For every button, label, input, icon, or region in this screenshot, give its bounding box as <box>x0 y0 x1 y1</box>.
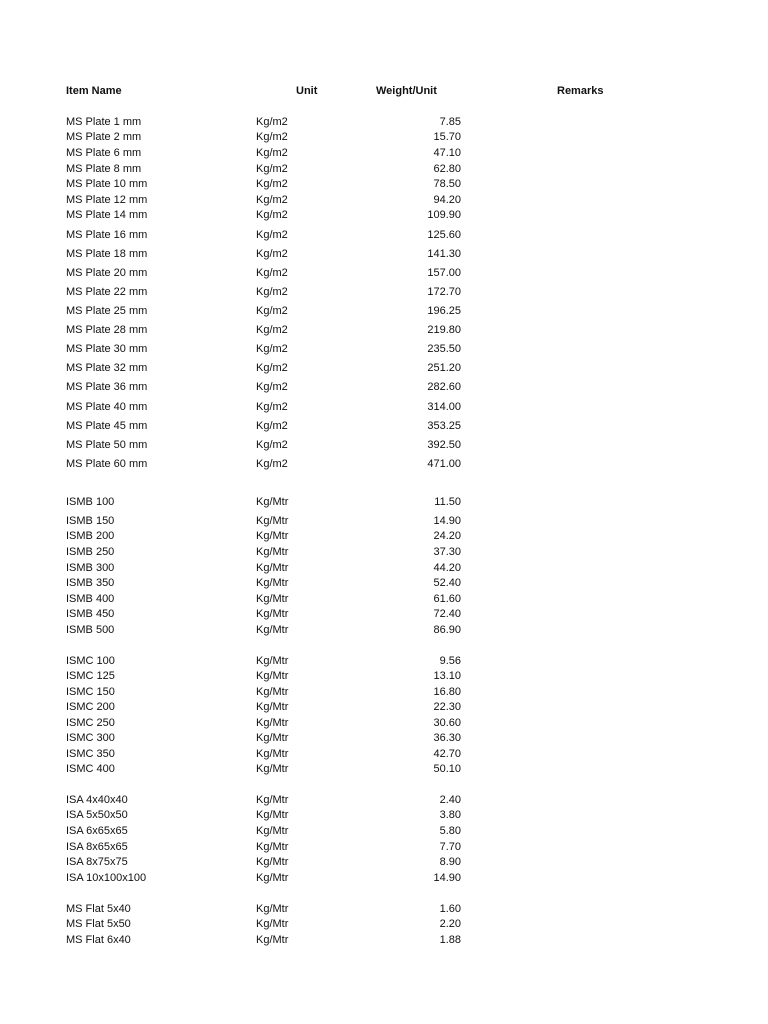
cell-item-name: MS Plate 50 mm <box>66 439 148 451</box>
cell-unit: Kg/Mtr <box>256 546 289 558</box>
cell-item-name: ISMB 350 <box>66 577 115 589</box>
cell-weight: 157.00 <box>427 267 461 279</box>
cell-unit: Kg/m2 <box>256 343 288 355</box>
cell-item-name: MS Plate 18 mm <box>66 248 148 260</box>
cell-weight: 86.90 <box>433 624 461 636</box>
table-row <box>0 839 768 855</box>
cell-unit: Kg/m2 <box>256 194 288 206</box>
table-row <box>0 668 768 684</box>
table-row <box>0 699 768 715</box>
cell-item-name: ISMB 500 <box>66 624 115 636</box>
table-row <box>0 932 768 948</box>
table-row <box>0 528 768 544</box>
cell-item-name: ISMC 125 <box>66 670 115 682</box>
cell-unit: Kg/Mtr <box>256 763 289 775</box>
cell-unit: Kg/Mtr <box>256 686 289 698</box>
cell-weight: 62.80 <box>433 163 461 175</box>
table-row <box>0 303 768 319</box>
cell-weight: 5.80 <box>439 825 461 837</box>
cell-item-name: MS Flat 5x40 <box>66 903 131 915</box>
cell-unit: Kg/Mtr <box>256 577 289 589</box>
cell-unit: Kg/m2 <box>256 305 288 317</box>
cell-weight: 61.60 <box>433 593 461 605</box>
table-row <box>0 916 768 932</box>
cell-unit: Kg/Mtr <box>256 934 289 946</box>
table-row <box>0 456 768 472</box>
cell-weight: 52.40 <box>433 577 461 589</box>
cell-unit: Kg/m2 <box>256 286 288 298</box>
table-row <box>0 494 768 510</box>
cell-item-name: MS Plate 36 mm <box>66 381 148 393</box>
cell-weight: 314.00 <box>427 401 461 413</box>
cell-weight: 72.40 <box>433 608 461 620</box>
cell-weight: 44.20 <box>433 562 461 574</box>
table-row <box>0 591 768 607</box>
cell-item-name: MS Plate 2 mm <box>66 131 142 143</box>
cell-weight: 196.25 <box>427 305 461 317</box>
cell-item-name: MS Flat 6x40 <box>66 934 131 946</box>
cell-unit: Kg/Mtr <box>256 918 289 930</box>
table-row <box>0 176 768 192</box>
cell-unit: Kg/m2 <box>256 116 288 128</box>
cell-item-name: ISMC 150 <box>66 686 115 698</box>
cell-unit: Kg/Mtr <box>256 562 289 574</box>
cell-item-name: MS Plate 40 mm <box>66 401 148 413</box>
cell-unit: Kg/Mtr <box>256 701 289 713</box>
table-row <box>0 560 768 576</box>
cell-unit: Kg/m2 <box>256 324 288 336</box>
table-row <box>0 379 768 395</box>
header-remarks: Remarks <box>557 85 604 97</box>
table-row <box>0 715 768 731</box>
cell-unit: Kg/Mtr <box>256 872 289 884</box>
cell-item-name: MS Plate 6 mm <box>66 147 142 159</box>
cell-unit: Kg/Mtr <box>256 515 289 527</box>
table-row <box>0 192 768 208</box>
table-row <box>0 129 768 145</box>
cell-unit: Kg/m2 <box>256 147 288 159</box>
cell-weight: 235.50 <box>427 343 461 355</box>
cell-unit: Kg/Mtr <box>256 655 289 667</box>
cell-weight: 50.10 <box>433 763 461 775</box>
table-row <box>0 544 768 560</box>
cell-item-name: MS Plate 1 mm <box>66 116 142 128</box>
table-row <box>0 684 768 700</box>
cell-item-name: ISMB 100 <box>66 496 115 508</box>
cell-unit: Kg/Mtr <box>256 856 289 868</box>
cell-weight: 2.20 <box>439 918 461 930</box>
cell-weight: 172.70 <box>427 286 461 298</box>
cell-unit: Kg/m2 <box>256 163 288 175</box>
cell-item-name: ISA 4x40x40 <box>66 794 128 806</box>
table-row <box>0 227 768 243</box>
cell-weight: 37.30 <box>433 546 461 558</box>
cell-weight: 7.85 <box>439 116 461 128</box>
table-row <box>0 114 768 130</box>
cell-weight: 42.70 <box>433 748 461 760</box>
cell-item-name: MS Plate 60 mm <box>66 458 148 470</box>
cell-weight: 30.60 <box>433 717 461 729</box>
cell-weight: 14.90 <box>433 872 461 884</box>
cell-weight: 7.70 <box>439 841 461 853</box>
cell-unit: Kg/m2 <box>256 178 288 190</box>
cell-weight: 15.70 <box>433 131 461 143</box>
table-row <box>0 207 768 223</box>
cell-weight: 13.10 <box>433 670 461 682</box>
cell-unit: Kg/Mtr <box>256 748 289 760</box>
table-row <box>0 823 768 839</box>
cell-unit: Kg/Mtr <box>256 670 289 682</box>
cell-unit: Kg/m2 <box>256 267 288 279</box>
cell-item-name: ISMC 350 <box>66 748 115 760</box>
table-row <box>0 360 768 376</box>
cell-item-name: MS Plate 45 mm <box>66 420 148 432</box>
cell-item-name: MS Flat 5x50 <box>66 918 131 930</box>
cell-item-name: MS Plate 30 mm <box>66 343 148 355</box>
cell-weight: 2.40 <box>439 794 461 806</box>
cell-item-name: MS Plate 25 mm <box>66 305 148 317</box>
cell-unit: Kg/Mtr <box>256 732 289 744</box>
header-weight-unit: Weight/Unit <box>376 85 437 97</box>
table-row <box>0 807 768 823</box>
cell-item-name: MS Plate 10 mm <box>66 178 148 190</box>
cell-unit: Kg/m2 <box>256 362 288 374</box>
cell-item-name: ISA 10x100x100 <box>66 872 147 884</box>
cell-unit: Kg/Mtr <box>256 825 289 837</box>
cell-item-name: ISA 6x65x65 <box>66 825 128 837</box>
header-item-name: Item Name <box>66 85 122 97</box>
cell-item-name: MS Plate 12 mm <box>66 194 148 206</box>
table-row <box>0 284 768 300</box>
cell-weight: 219.80 <box>427 324 461 336</box>
cell-weight: 9.56 <box>439 655 461 667</box>
table-row <box>0 322 768 338</box>
cell-weight: 251.20 <box>427 362 461 374</box>
table-row <box>0 854 768 870</box>
cell-item-name: ISMC 200 <box>66 701 115 713</box>
cell-unit: Kg/Mtr <box>256 903 289 915</box>
cell-item-name: ISMB 400 <box>66 593 115 605</box>
table-row <box>0 761 768 777</box>
cell-item-name: ISMC 100 <box>66 655 115 667</box>
cell-item-name: MS Plate 20 mm <box>66 267 148 279</box>
cell-item-name: ISMB 200 <box>66 530 115 542</box>
table-row <box>0 341 768 357</box>
cell-unit: Kg/Mtr <box>256 608 289 620</box>
cell-unit: Kg/m2 <box>256 420 288 432</box>
cell-weight: 14.90 <box>433 515 461 527</box>
cell-item-name: ISMB 450 <box>66 608 115 620</box>
table-row <box>0 437 768 453</box>
cell-item-name: ISMB 300 <box>66 562 115 574</box>
cell-unit: Kg/Mtr <box>256 593 289 605</box>
cell-weight: 3.80 <box>439 809 461 821</box>
cell-weight: 8.90 <box>439 856 461 868</box>
cell-unit: Kg/Mtr <box>256 841 289 853</box>
cell-weight: 353.25 <box>427 420 461 432</box>
table-row <box>0 575 768 591</box>
cell-weight: 141.30 <box>427 248 461 260</box>
cell-unit: Kg/Mtr <box>256 717 289 729</box>
cell-unit: Kg/m2 <box>256 458 288 470</box>
cell-item-name: MS Plate 14 mm <box>66 209 148 221</box>
cell-item-name: MS Plate 28 mm <box>66 324 148 336</box>
cell-unit: Kg/m2 <box>256 209 288 221</box>
table-row <box>0 399 768 415</box>
cell-item-name: ISMB 150 <box>66 515 115 527</box>
cell-weight: 125.60 <box>427 229 461 241</box>
table-row <box>0 901 768 917</box>
cell-unit: Kg/Mtr <box>256 530 289 542</box>
cell-unit: Kg/Mtr <box>256 496 289 508</box>
cell-weight: 78.50 <box>433 178 461 190</box>
cell-weight: 94.20 <box>433 194 461 206</box>
cell-item-name: ISA 8x75x75 <box>66 856 128 868</box>
cell-item-name: MS Plate 16 mm <box>66 229 148 241</box>
cell-unit: Kg/m2 <box>256 131 288 143</box>
table-row <box>0 606 768 622</box>
cell-item-name: ISA 5x50x50 <box>66 809 128 821</box>
table-row <box>0 265 768 281</box>
cell-weight: 11.50 <box>434 496 461 508</box>
cell-item-name: MS Plate 32 mm <box>66 362 148 374</box>
table-row <box>0 746 768 762</box>
cell-weight: 36.30 <box>433 732 461 744</box>
cell-unit: Kg/m2 <box>256 248 288 260</box>
table-row <box>0 730 768 746</box>
cell-unit: Kg/m2 <box>256 381 288 393</box>
cell-item-name: ISMB 250 <box>66 546 115 558</box>
cell-unit: Kg/Mtr <box>256 809 289 821</box>
table-row <box>0 513 768 529</box>
cell-weight: 22.30 <box>433 701 461 713</box>
cell-unit: Kg/Mtr <box>256 794 289 806</box>
table-row <box>0 870 768 886</box>
cell-item-name: ISMC 250 <box>66 717 115 729</box>
cell-unit: Kg/m2 <box>256 229 288 241</box>
cell-unit: Kg/m2 <box>256 439 288 451</box>
table-row <box>0 418 768 434</box>
cell-item-name: MS Plate 8 mm <box>66 163 142 175</box>
cell-weight: 109.90 <box>427 209 461 221</box>
table-header <box>0 83 768 99</box>
cell-item-name: ISMC 400 <box>66 763 115 775</box>
table-row <box>0 145 768 161</box>
cell-weight: 471.00 <box>427 458 461 470</box>
cell-weight: 282.60 <box>427 381 461 393</box>
table-row <box>0 161 768 177</box>
table-row <box>0 246 768 262</box>
cell-weight: 16.80 <box>433 686 461 698</box>
cell-weight: 24.20 <box>433 530 461 542</box>
cell-weight: 47.10 <box>433 147 461 159</box>
cell-item-name: MS Plate 22 mm <box>66 286 148 298</box>
cell-item-name: ISMC 300 <box>66 732 115 744</box>
table-row <box>0 622 768 638</box>
cell-weight: 392.50 <box>427 439 461 451</box>
header-unit: Unit <box>296 85 318 97</box>
cell-unit: Kg/Mtr <box>256 624 289 636</box>
cell-weight: 1.88 <box>439 934 461 946</box>
cell-item-name: ISA 8x65x65 <box>66 841 128 853</box>
table-row <box>0 653 768 669</box>
cell-weight: 1.60 <box>439 903 461 915</box>
table-row <box>0 792 768 808</box>
cell-unit: Kg/m2 <box>256 401 288 413</box>
